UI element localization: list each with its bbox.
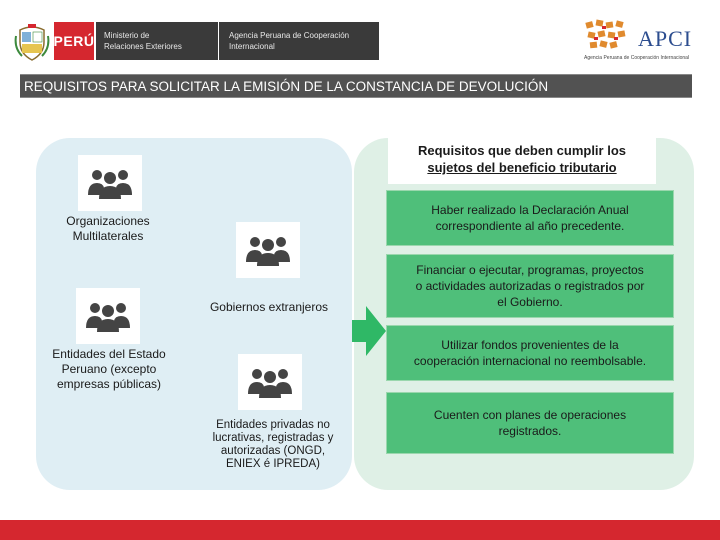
requirements-heading-line: sujetos del beneficio tributario: [427, 160, 617, 175]
entity-label-line: autorizadas (ONGD,: [220, 445, 326, 457]
slide-title: REQUISITOS PARA SOLICITAR LA EMISIÓN DE LA CONSTANCIA DE DEVOLUCIÓN: [20, 74, 692, 98]
entity-label-line: Entidades del Estado: [52, 347, 166, 361]
requirement-line: Haber realizado la Declaración Anual: [431, 203, 629, 217]
people-group-icon: [243, 232, 293, 268]
people-group-icon: [245, 364, 295, 400]
entity-label-multilaterales: [48, 214, 168, 244]
entity-label-line: lucrativas, registradas y: [212, 432, 334, 444]
requirement-box: [386, 392, 674, 454]
entity-icon-tile: [238, 354, 302, 410]
peru-brand-box: [54, 22, 94, 60]
requirement-box: [386, 190, 674, 246]
requirement-line: Utilizar fondos provenientes de la: [441, 338, 619, 352]
requirement-line: registrados.: [498, 424, 562, 438]
entity-icon-tile: [78, 155, 142, 211]
right-arrow-icon: [352, 306, 386, 356]
country-label: PERÚ: [53, 33, 95, 49]
requirement-box: [386, 254, 674, 318]
ministry-line-2: Relaciones Exteriores: [104, 42, 182, 51]
entity-icon-tile: [236, 222, 300, 278]
entity-label-line: Organizaciones: [66, 214, 150, 228]
apci-logo-text: APCI: [638, 26, 693, 51]
entity-label-line: empresas públicas): [56, 377, 162, 391]
entity-label-line: Multilaterales: [72, 229, 144, 243]
peru-coat-of-arms-icon: [14, 22, 50, 62]
requirement-line: el Gobierno.: [497, 295, 563, 309]
apci-subtitle: Agencia Peruana de Cooperación Internacional: [584, 55, 690, 61]
agency-label-box: [219, 22, 379, 60]
entity-label-line: Peruano (excepto: [61, 362, 157, 376]
entity-label-line: Gobiernos extranjeros: [209, 300, 329, 314]
entity-label-line: ENIEX é IPREDA): [226, 458, 320, 470]
entity-label-privadas: [198, 419, 348, 471]
agency-line-1: Agencia Peruana de Cooperación: [229, 31, 350, 40]
requirement-line: correspondiente al año precedente.: [435, 219, 625, 233]
entity-label-line: Entidades privadas no: [216, 419, 330, 431]
agency-line-2: Internacional: [229, 42, 275, 51]
requirement-box: [386, 325, 674, 381]
ministry-line-1: Ministerio de: [104, 31, 150, 40]
requirement-line: o actividades autorizadas o registrados por: [415, 279, 645, 293]
requirement-line: Cuenten con planes de operaciones: [433, 408, 627, 422]
entity-label-estado: [38, 347, 180, 392]
requirements-heading: [388, 142, 656, 176]
requirements-heading-line: Requisitos que deben cumplir los: [417, 143, 627, 158]
people-group-icon: [85, 165, 135, 201]
people-group-icon: [83, 298, 133, 334]
requirement-line: cooperación internacional no reembolsable.: [413, 354, 647, 368]
ministry-label-box: [96, 22, 218, 60]
entity-icon-tile: [76, 288, 140, 344]
footer-bar: [0, 520, 720, 540]
requirement-line: Financiar o ejecutar, programas, proyectos: [416, 263, 644, 277]
entity-label-gobiernos: [196, 300, 342, 315]
